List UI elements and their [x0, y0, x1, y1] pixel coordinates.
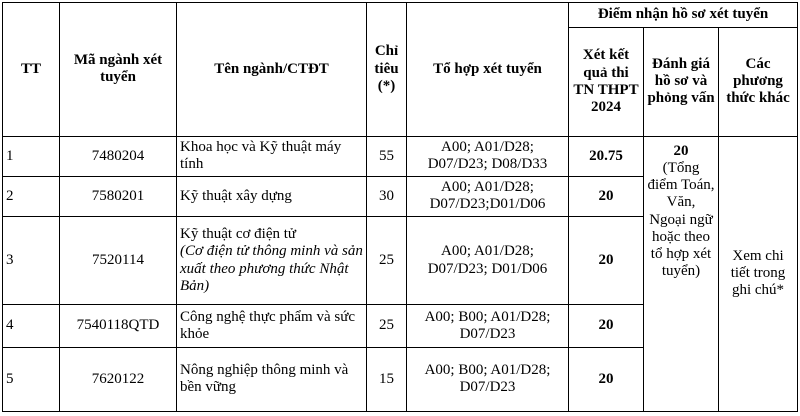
phuong-thuc-khac-cell: Xem chi tiết trong ghi chú* — [719, 136, 798, 411]
row-ten: Kỹ thuật xây dựng — [177, 176, 367, 216]
row-chi-tieu: 15 — [367, 347, 407, 411]
table-row — [3, 136, 798, 176]
row-chi-tieu: 25 — [367, 217, 407, 305]
header-phuong-thuc-khac: Các phương thức khác — [719, 28, 798, 137]
row-to-hop: A00; A01/D28; D07/D23; D08/D33 — [407, 136, 569, 176]
header-danh-gia: Đánh giá hồ sơ và phỏng vấn — [644, 28, 719, 137]
row-chi-tieu: 55 — [367, 136, 407, 176]
row-tt: 3 — [3, 217, 60, 305]
row-diem: 20 — [569, 176, 644, 216]
admission-table — [2, 2, 798, 412]
danh-gia-note: (Tổng điểm Toán, Văn, Ngoại ngữ hoặc theo tổ hợp xét tuyển) — [647, 159, 715, 280]
header-xet-ket-qua: Xét kết quả thi TN THPT 2024 — [569, 28, 644, 137]
row-diem: 20.75 — [569, 136, 644, 176]
row-ten: Khoa học và Kỹ thuật máy tính — [177, 136, 367, 176]
row-diem: 20 — [569, 347, 644, 411]
row-ten: Kỹ thuật cơ điện tử — [180, 226, 297, 243]
row-chi-tieu: 30 — [367, 176, 407, 216]
row-ten: Công nghệ thực phẩm và sức khỏe — [177, 305, 367, 347]
row-ma: 7620122 — [60, 347, 177, 411]
row-ma: 7540118QTD — [60, 305, 177, 347]
header-diem-group: Điểm nhận hồ sơ xét tuyển — [569, 3, 798, 28]
row-ten: Nông nghiệp thông minh và bền vững — [177, 347, 367, 411]
header-ten-nganh: Tên ngành/CTĐT — [177, 3, 367, 137]
header-to-hop: Tổ hợp xét tuyển — [407, 3, 569, 137]
danh-gia-cell — [644, 136, 719, 411]
row-diem: 20 — [569, 305, 644, 347]
header-ma-nganh: Mã ngành xét tuyển — [60, 3, 177, 137]
row-ma: 7520114 — [60, 217, 177, 305]
row-ten-note: (Cơ điện tử thông minh và sản xuất theo phương thức Nhật Bản) — [180, 243, 363, 294]
header-tt: TT — [3, 3, 60, 137]
row-ma: 7580201 — [60, 176, 177, 216]
header-chi-tieu: Chỉ tiêu (*) — [367, 3, 407, 137]
row-chi-tieu: 25 — [367, 305, 407, 347]
row-to-hop: A00; A01/D28; D07/D23; D01/D06 — [407, 217, 569, 305]
row-to-hop: A00; B00; A01/D28; D07/D23 — [407, 305, 569, 347]
row-to-hop: A00; B00; A01/D28; D07/D23 — [407, 347, 569, 411]
danh-gia-value: 20 — [673, 142, 689, 159]
row-tt: 4 — [3, 305, 60, 347]
row-ma: 7480204 — [60, 136, 177, 176]
row-tt: 2 — [3, 176, 60, 216]
row-diem: 20 — [569, 217, 644, 305]
row-ten-cell — [177, 217, 367, 305]
row-to-hop: A00; A01/D28; D07/D23;D01/D06 — [407, 176, 569, 216]
row-tt: 5 — [3, 347, 60, 411]
row-tt: 1 — [3, 136, 60, 176]
